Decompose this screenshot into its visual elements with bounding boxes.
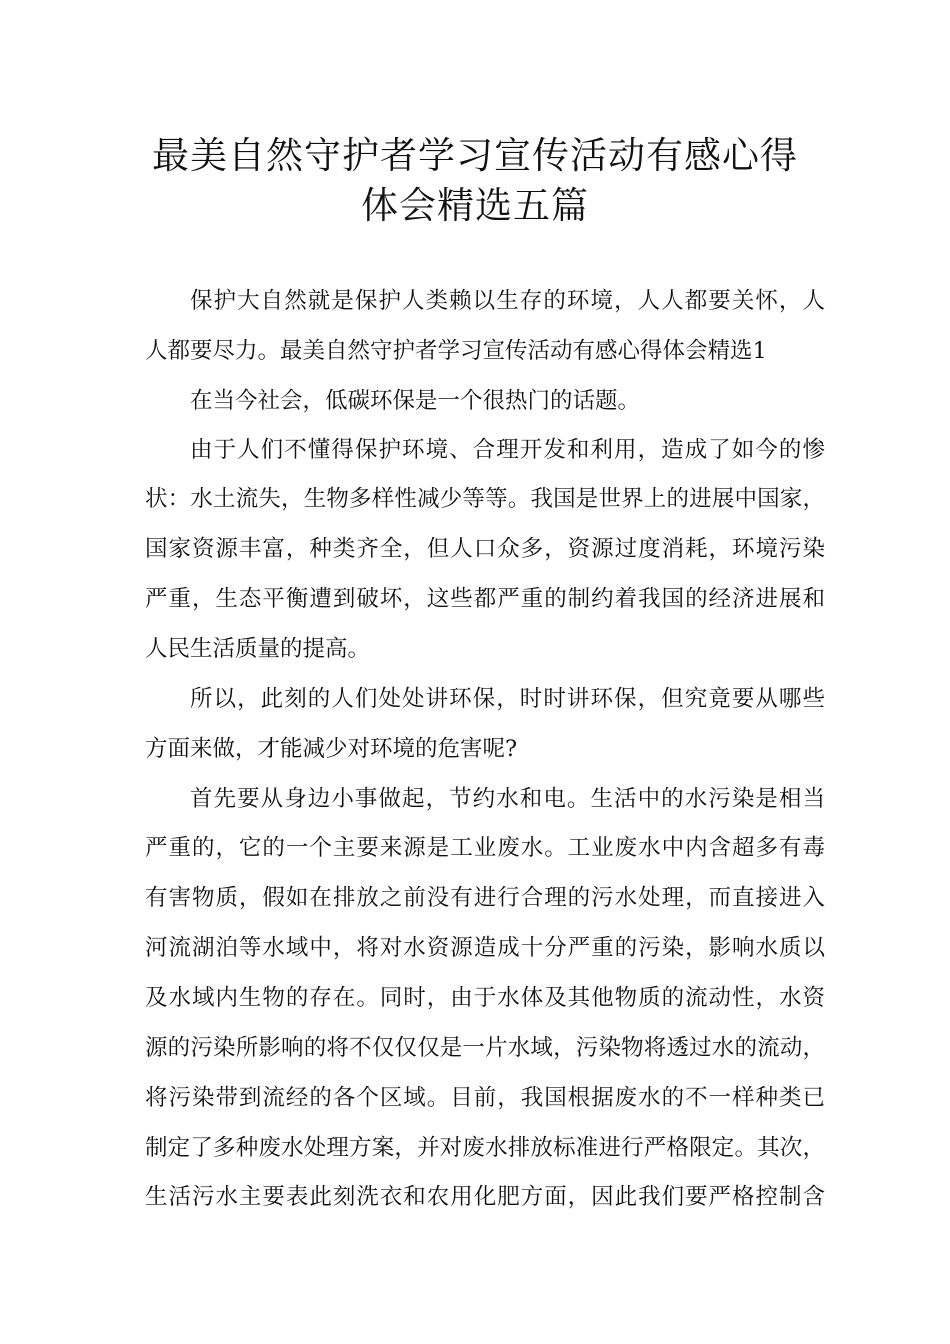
paragraph-line: 人民生活质量的提高。 (145, 636, 371, 662)
paragraph-line: 方面来做，才能减少对环境的危害呢? (145, 736, 518, 762)
paragraph-line: 国家资源丰富，种类齐全，但人口众多，资源过度消耗，环境污染 (145, 536, 825, 562)
paragraph-line: 保护大自然就是保护人类赖以生存的环境，人人都要关怀，人 (190, 288, 825, 314)
paragraph-line: 严重，生态平衡遭到破坏，这些都严重的制约着我国的经济进展和 (145, 586, 825, 612)
paragraph-line: 严重的，它的一个主要来源是工业废水。工业废水中内含超多有毒 (145, 835, 825, 861)
paragraph-line: 首先要从身边小事做起，节约水和电。生活中的水污染是相当 (190, 786, 825, 812)
paragraph-line: 状：水土流失，生物多样性减少等等。我国是世界上的进展中国家， (145, 486, 825, 512)
paragraph-line: 所以，此刻的人们处处讲环保，时时讲环保，但究竟要从哪些 (190, 686, 825, 712)
paragraph-line: 人都要尽力。最美自然守护者学习宣传活动有感心得体会精选1 (145, 338, 767, 364)
paragraph-line: 制定了多种废水处理方案，并对废水排放标准进行严格限定。其次， (145, 1135, 825, 1161)
paragraph-line: 由于人们不懂得保护环境、合理开发和利用，造成了如今的惨 (190, 437, 825, 463)
document-title-line-2: 体会精选五篇 (361, 184, 589, 227)
paragraph-line: 河流湖泊等水域中，将对水资源造成十分严重的污染，影响水质以 (145, 935, 825, 961)
paragraph-line: 在当今社会，低碳环保是一个很热门的话题。 (190, 388, 641, 414)
paragraph-line: 生活污水主要表此刻洗衣和农用化肥方面，因此我们要严格控制含 (145, 1184, 825, 1210)
document-title-line-1: 最美自然守护者学习宣传活动有感心得 (152, 134, 798, 177)
paragraph-line: 将污染带到流经的各个区域。目前，我国根据废水的不一样种类已 (145, 1085, 825, 1111)
paragraph-line: 有害物质，假如在排放之前没有进行合理的污水处理，而直接进入 (145, 885, 825, 911)
paragraph-line: 及水域内生物的存在。同时，由于水体及其他物质的流动性，水资 (145, 985, 825, 1011)
paragraph-line: 源的污染所影响的将不仅仅仅是一片水域，污染物将透过水的流动， (145, 1035, 825, 1061)
